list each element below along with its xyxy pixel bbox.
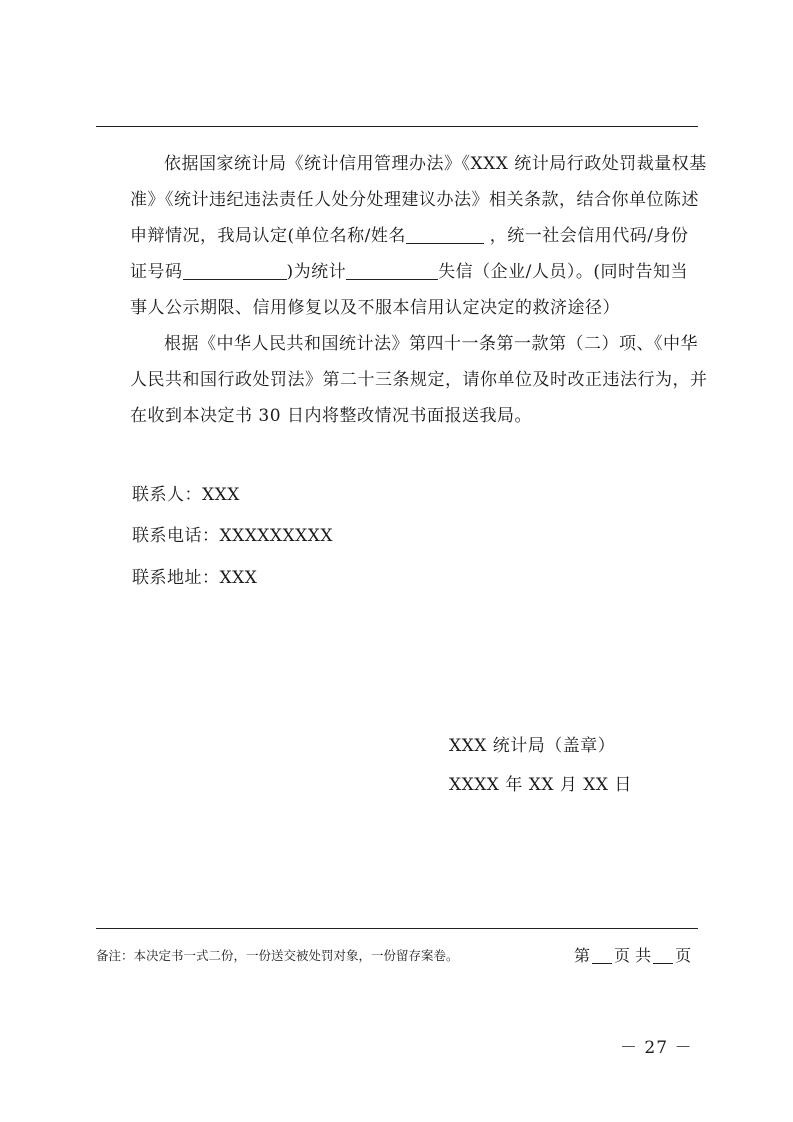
paragraph2-line2: 人民共和国行政处罚法》第二十三条规定，请你单位及时改正违法行为，并: [130, 370, 708, 390]
decision-body: [96, 146, 708, 434]
contact-phone: 联系电话：XXXXXXXXX: [132, 526, 333, 546]
paragraph1-line3-text-b: ，统一社会信用代码/身份: [483, 226, 689, 246]
paragraph-legal-basis: [96, 326, 708, 434]
page-number: － 27 －: [620, 1038, 693, 1058]
page-count-suffix: 页: [675, 946, 692, 965]
paragraph1-line4-text-c: 失信（企业/人员）。(同时告知当: [438, 262, 688, 282]
paragraph1-line2: 准》《统计违纪违法责任人处分处理建议办法》相关条款，结合你单位陈述: [130, 190, 699, 210]
paragraph1-line1: 依据国家统计局《统计信用管理办法》《XXX 统计局行政处罚裁量权基: [164, 154, 707, 174]
paragraph1-line3-text-a: 申辩情况，我局认定(单位名称/姓名: [130, 226, 406, 246]
name-blank: [406, 223, 484, 244]
paragraph2-line3: 在收到本决定书 30 日内将整改情况书面报送我局。: [130, 406, 532, 426]
paragraph1-line4-text-a: 证号码: [130, 262, 183, 282]
paragraph-credit-determination: [96, 146, 707, 326]
page-count-middle: 页 共: [614, 946, 652, 965]
total-pages-blank: [653, 946, 673, 964]
paragraph1-line4-text-b: )为统计: [286, 262, 347, 282]
issuing-organization: XXX 统计局（盖章）: [449, 736, 616, 756]
contact-address: 联系地址：XXX: [132, 568, 258, 588]
paragraph1-line4: [96, 254, 698, 290]
top-divider: [96, 126, 698, 127]
issue-date: XXXX 年 XX 月 XX 日: [449, 775, 632, 795]
paragraph2-line1: 根据《中华人民共和国统计法》第四十一条第一款第（二）项、《中华: [164, 334, 698, 354]
paragraph1-line3: [96, 218, 698, 254]
paragraph1-line5: 事人公示期限、信用修复以及不服本信用认定决定的救济途径）: [130, 298, 620, 318]
bottom-divider: [96, 928, 698, 929]
violation-type-blank: [346, 259, 438, 280]
credit-code-blank: [183, 259, 287, 280]
contact-person: 联系人：XXX: [132, 485, 240, 505]
remark-note: 备注：本决定书一式二份，一份送交被处罚对象，一份留存案卷。: [96, 948, 459, 963]
page-count-prefix: 第: [574, 946, 591, 965]
page-count: [574, 943, 691, 966]
current-page-blank: [592, 946, 612, 964]
